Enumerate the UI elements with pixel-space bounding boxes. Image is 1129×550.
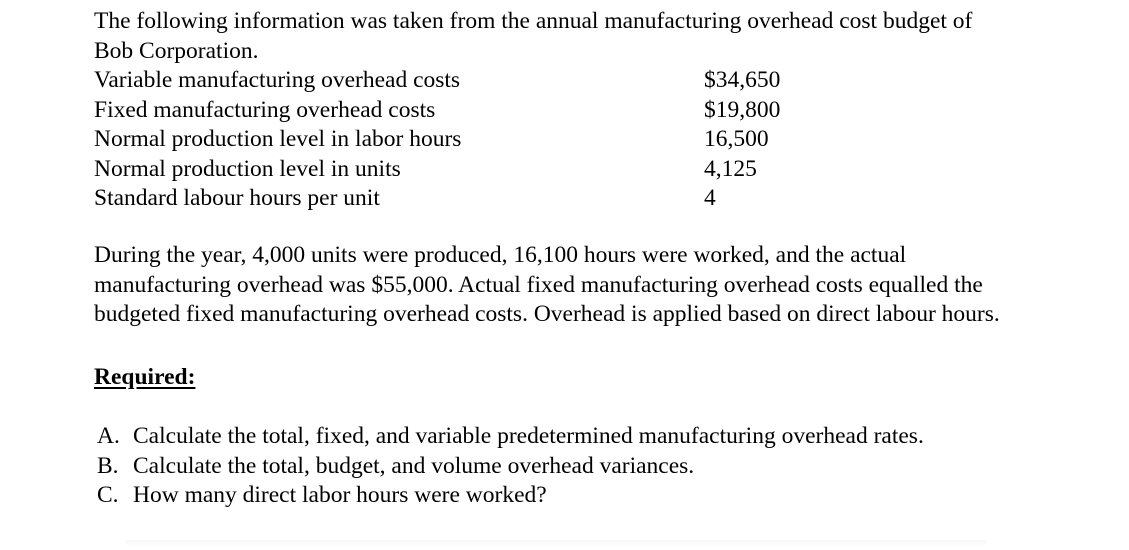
budget-value: 4	[704, 185, 716, 211]
paragraph-line: budgeted fixed manufacturing overhead costs. Overhead is applied based on direct labour hours.	[94, 301, 1000, 327]
budget-label: Normal production level in units	[94, 155, 401, 182]
budget-value: $34,650	[704, 67, 781, 93]
budget-row	[94, 184, 1114, 214]
paragraph-line: During the year, 4,000 units were produced, 16,100 hours were worked, and the actual	[94, 242, 907, 268]
budget-value: 16,500	[704, 126, 769, 152]
scenario-paragraph	[94, 241, 1094, 330]
budget-label: Normal production level in labor hours	[94, 126, 462, 152]
intro-text	[94, 7, 1114, 66]
budget-row	[94, 66, 1114, 96]
budget-table	[94, 66, 1114, 214]
required-heading: Required:	[94, 364, 196, 390]
budget-row	[94, 96, 1114, 126]
question-text: Calculate the total, budget, and volume overhead variances.	[133, 452, 695, 479]
budget-value: $19,800	[704, 96, 781, 123]
budget-value: 4,125	[704, 155, 757, 182]
question-letter: C.	[97, 482, 119, 508]
intro-line: Bob Corporation.	[94, 37, 259, 64]
question-text: Calculate the total, fixed, and variable predetermined manufacturing overhead rates.	[133, 423, 924, 449]
budget-label: Fixed manufacturing overhead costs	[94, 96, 436, 123]
budget-row	[94, 125, 1114, 155]
intro-line: The following information was taken from the annual manufacturing overhead cost budget of	[94, 8, 973, 34]
budget-label: Variable manufacturing overhead costs	[94, 67, 461, 93]
document-page	[94, 7, 1114, 508]
question-text: How many direct labor hours were worked?	[133, 482, 547, 508]
paragraph-line: manufacturing overhead was $55,000. Actual fixed manufacturing overhead costs equalled the	[94, 271, 983, 298]
question-letter: B.	[97, 452, 119, 479]
budget-row	[94, 155, 1114, 185]
question-letter: A.	[97, 423, 120, 449]
faint-divider	[126, 540, 986, 546]
budget-label: Standard labour hours per unit	[94, 185, 380, 211]
